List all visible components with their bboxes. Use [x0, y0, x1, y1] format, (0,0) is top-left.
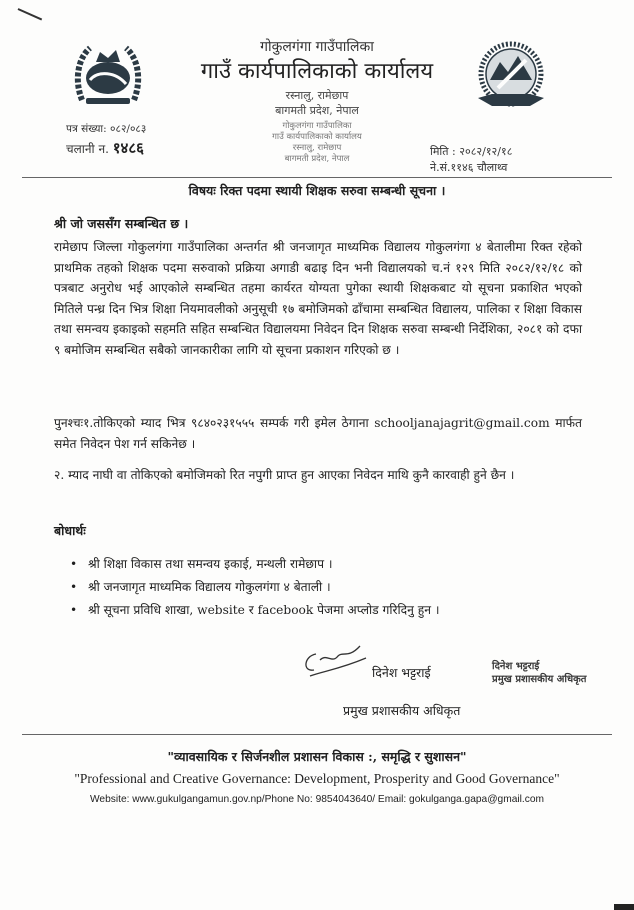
signatory-stamp [492, 660, 622, 686]
date-value: २०८२/१२/१८ [459, 145, 513, 158]
subject-line: विषयः रिक्त पदमा स्थायी शिक्षक सरुवा सम्बन्धी सूचना । [188, 183, 446, 198]
nepal-emblem-icon [72, 40, 144, 112]
cc-list [70, 553, 440, 622]
signatory-title: प्रमुख प्रशासकीय अधिकृत [343, 703, 461, 718]
signatory-stamp-line: दिनेश भट्टराई [492, 661, 540, 672]
dispatch-number-value: १४८६ [112, 139, 144, 157]
office-address-line1: रस्नालु, रामेछाप [285, 89, 349, 102]
postscript-1: पुनश्चः१.तोकिएको म्याद भित्र ९८४०२३१५५५ सम्पर्क गरी इमेल ठेगाना schooljanajagrit@gmail.com मार्फत समेत निवेदन पेश गर्न सकिनेछ । [54, 416, 582, 451]
office-stamp-line: बागमती प्रदेश, नेपाल [284, 154, 350, 164]
office-stamp-line: गोकुलगंगा गाउँपालिका [282, 121, 352, 131]
office-stamp-line: गाउँ कार्यपालिकाको कार्यालय [272, 132, 362, 142]
cc-item: • श्री सूचना प्रविधि शाखा, website र facebook पेजमा अप्लोड गरिदिनु हुन । [70, 599, 440, 622]
cc-item: • श्री जनजागृत माध्यमिक विद्यालय गोकुलगंगा ४ बेताली । [70, 576, 440, 599]
office-stamp [232, 121, 402, 165]
pen-mark [18, 8, 43, 20]
handwritten-signature [300, 640, 370, 680]
nepal-samvat-date: ने.सं.११४६ चौलाथ्व [430, 161, 508, 174]
slogan-nepali: "व्यावसायिक र सिर्जनशील प्रशासन विकास :, समृद्धि र सुशासन" [167, 749, 467, 764]
office-address-line2: बागमती प्रदेश, नेपाल [275, 104, 359, 117]
footer-divider [22, 734, 612, 735]
contact-info: Website: www.gukulgangamun.gov.np/Phone No: 9854043640/ Email: gokulganga.gapa@gmail.com [90, 794, 544, 805]
office-name: गाउँ कार्यपालिकाको कार्यालय [200, 59, 434, 84]
letter-number-label: पत्र संख्या: [66, 123, 107, 135]
dispatch-number [66, 139, 226, 158]
salutation: श्री जो जससँग सम्बन्धित छ । [54, 216, 189, 231]
cc-title: बोधार्थः [54, 523, 86, 538]
dispatch-number-label: चलानी न. [66, 142, 109, 156]
slogan-english: "Professional and Creative Governance: Development, Prosperity and Good Governance" [74, 771, 560, 786]
signatory-name: दिनेश भट्टराई [372, 665, 431, 680]
date-line [430, 145, 610, 159]
municipality-name: गोकुलगंगा गाउँपालिका [260, 39, 374, 55]
letter-number-value: ०८२/०८३ [110, 123, 147, 135]
postscript-2: २. म्याद नाघी वा तोकिएको बमोजिमको रित नपुगी प्राप्त हुन आएका निवेदन माथि कुनै कारवाही हुने छैन । [54, 468, 515, 482]
signatory-stamp-line: प्रमुख प्रशासकीय अधिकृत [492, 674, 587, 685]
letter-number [66, 122, 226, 136]
office-stamp-line: रस्नालु, रामेछाप [292, 143, 342, 153]
scan-edge-mark [614, 904, 634, 910]
body-paragraph: रामेछाप जिल्ला गोकुलगंगा गाउँपालिका अन्तर्गत श्री जनजागृत माध्यमिक विद्यालय गोकुलगंगा ४ बेतालीमा रिक्त रहेको प्राथमिक तहको शिक्षक पदमा सरुवाको प्रक्रिया अगाडी बढाइ दिन भनी विद्यालयको च.नं १२९ मिति २०८२/१२/१८ को पत्रबाट अनुरोध भई आएकोले सम्बन्धित तहमा कार्यरत योग्यता पुगेका स्थायी शिक्षकबाट यो सूचना प्रकाशित भएको मितिले पन्ध्र दिन भित्र शिक्षा नियमावलीको अनुसूची १७ बमोजिमको ढाँचामा सम्बन्धित विद्यालय, पालिका र शिक्षा विकास तथा समन्वय इकाइको सहमति सहित सम्बन्धित विद्यालयमा निवेदन दिन शिक्षक सरुवा सम्बन्धी निर्देशिका, २०८१ को दफा ९ बमोजिम सम्बन्धित सबैको जानकारीका लागि यो सूचना प्रकाशन गरिएको छ । [54, 240, 582, 357]
date-label: मिति : [430, 145, 456, 158]
header-divider [22, 177, 612, 178]
cc-item: • श्री शिक्षा विकास तथा समन्वय इकाई, मन्थली रामेछाप । [70, 553, 440, 576]
municipality-logo-icon [470, 36, 552, 118]
